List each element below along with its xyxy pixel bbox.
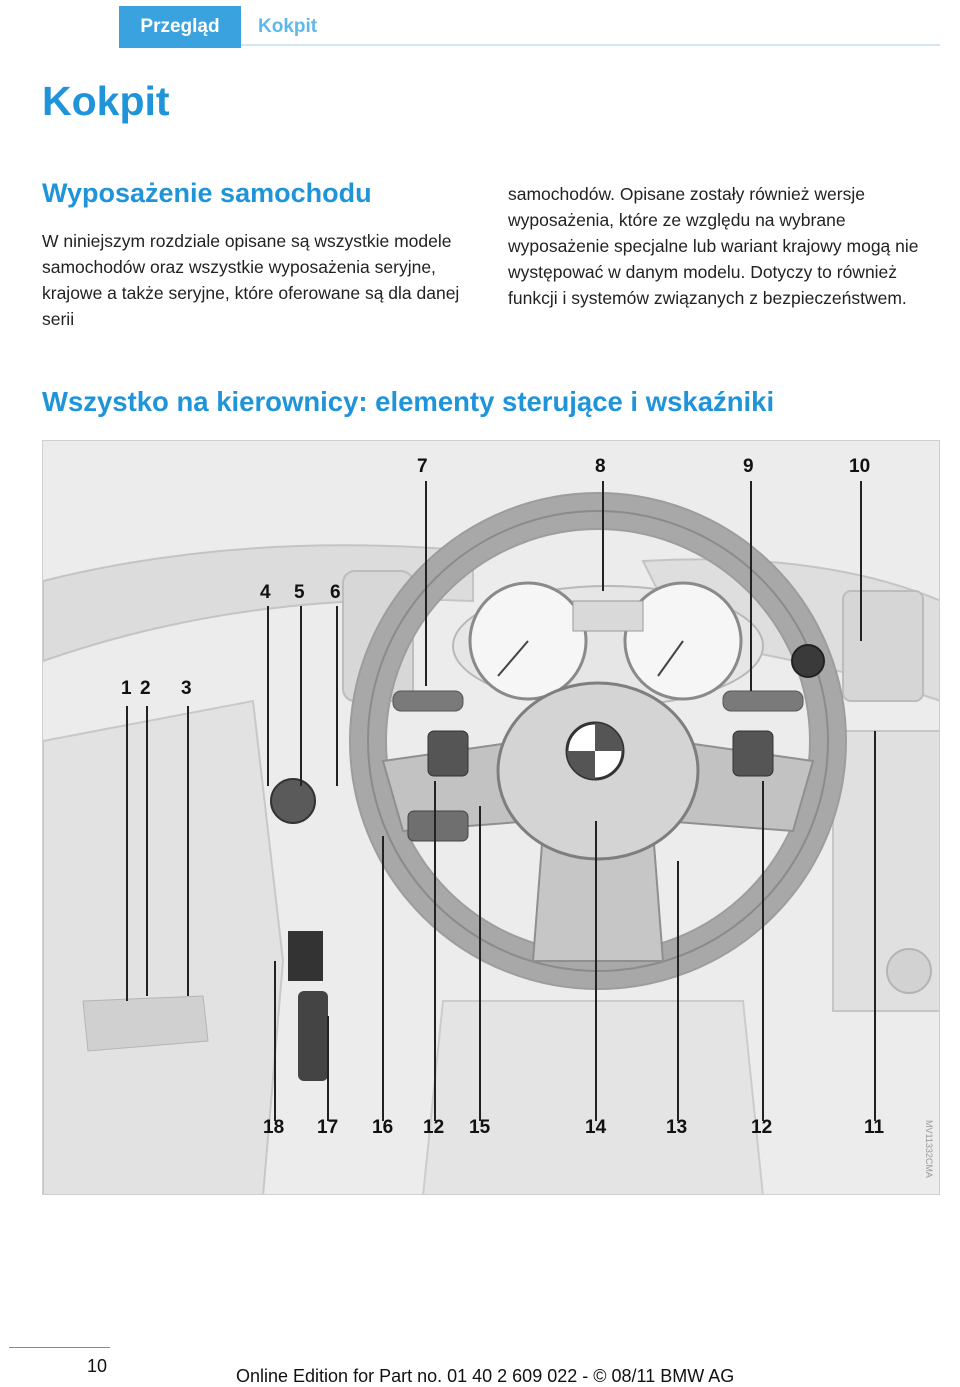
callout-16: 16: [372, 1117, 394, 1138]
callout-7: 7: [417, 456, 428, 477]
section-title-equipment: Wyposażenie samochodu: [42, 178, 372, 208]
paragraph-left: W niniejszym rozdziale opisane są wszystkie modele samochodów oraz wszystkie wyposażenia seryjne, krajowe a także seryjne, które oferowane są dla danej serii: [42, 231, 460, 329]
callout-17: 17: [317, 1117, 339, 1138]
page-title: Kokpit: [42, 78, 170, 124]
figure-code: MV11332CMA: [924, 1120, 934, 1178]
tab-overview[interactable]: Przegląd: [119, 6, 241, 48]
callout-5: 5: [294, 582, 305, 603]
page-header: [0, 0, 960, 48]
callout-13: 13: [666, 1117, 688, 1138]
callout-9: 9: [743, 456, 754, 477]
callout-15: 15: [469, 1117, 491, 1138]
cockpit-drawing: [43, 441, 940, 1195]
callout-12-left: 12: [423, 1117, 445, 1138]
callout-1: 1: [121, 678, 132, 699]
cockpit-illustration: [42, 440, 940, 1195]
callout-14: 14: [585, 1117, 607, 1138]
callout-2: 2: [140, 678, 151, 699]
paragraph-right: samochodów. Opisane zostały również wersje wyposażenia, które ze względu na wybrane wyposażenie specjalne lub wariant krajowy mogą nie występować w danym modelu. Dotyczy to również funkcji i systemów związanych z bezpieczeństwem.: [508, 184, 919, 308]
callout-6: 6: [330, 582, 341, 603]
callout-10: 10: [849, 456, 871, 477]
section-title-steering: Wszystko na kierownicy: elementy sterujące i wskaźniki: [42, 386, 775, 417]
tab-cockpit[interactable]: Kokpit: [258, 16, 318, 37]
header-divider: [241, 44, 940, 46]
page-number: 10: [87, 1356, 108, 1376]
callout-3: 3: [181, 678, 192, 699]
callout-18: 18: [263, 1117, 285, 1138]
callout-11: 11: [864, 1117, 885, 1138]
callout-4: 4: [260, 582, 271, 603]
footer-divider: [9, 1347, 110, 1348]
footer-edition: Online Edition for Part no. 01 40 2 609 022 - © 08/11 BMW AG: [236, 1366, 735, 1386]
callout-12-right: 12: [751, 1117, 773, 1138]
callout-8: 8: [595, 456, 606, 477]
